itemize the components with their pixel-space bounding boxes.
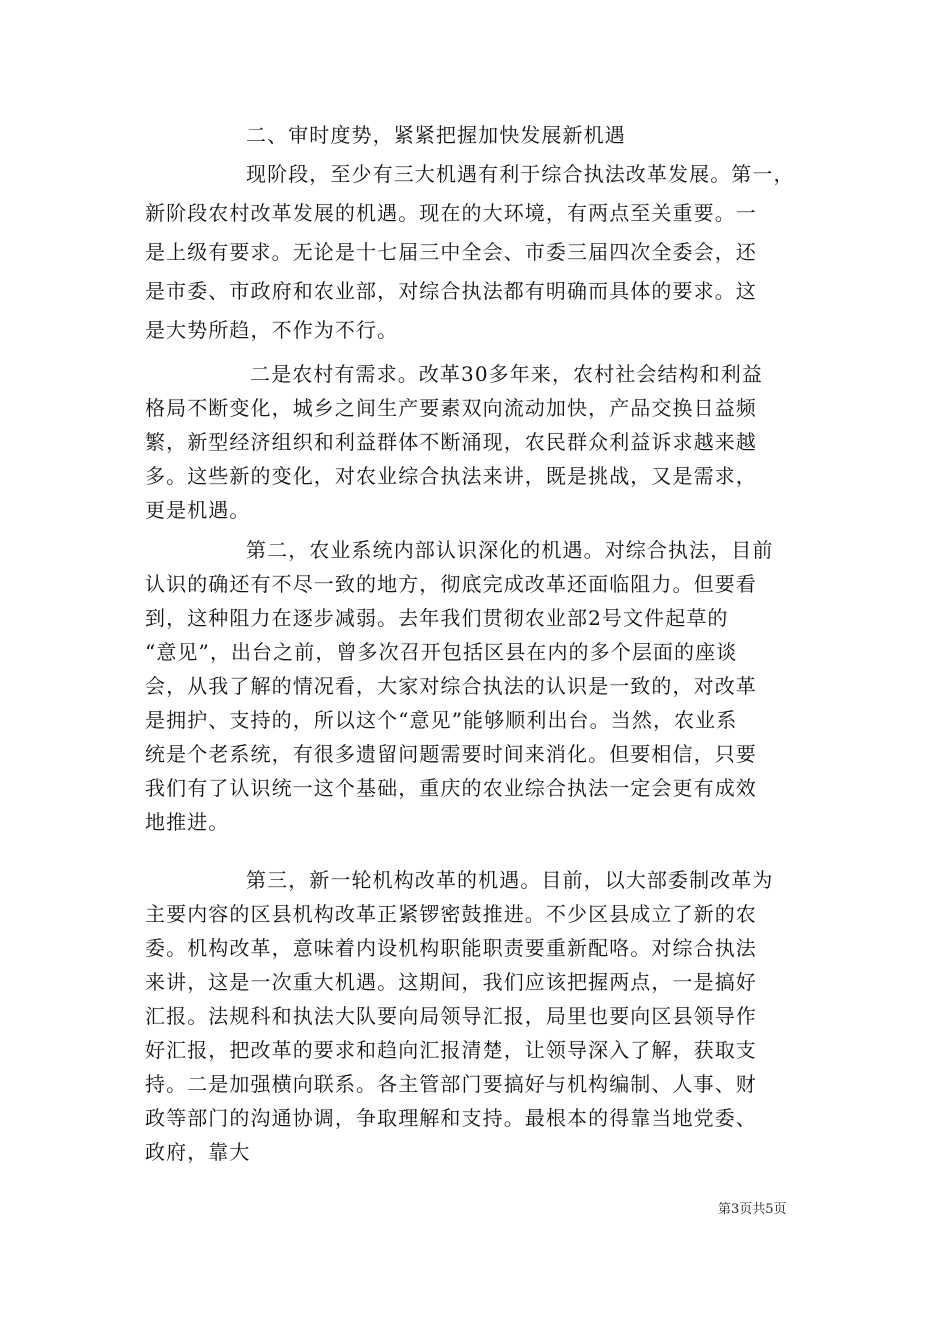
text-line: 更是机遇。	[145, 498, 251, 522]
text-line: 是大势所趋，不作为不行。	[145, 318, 399, 342]
text-line: 第三，新一轮机构改革的机遇。目前，以大部委制改革为	[246, 868, 774, 892]
text-line: 现阶段，至少有三大机遇有利于综合执法改革发展。第一，	[246, 162, 795, 186]
text-line: 格局不断变化，城乡之间生产要素双向流动加快，产品交换日益频	[145, 396, 757, 420]
text-line: 委。机构改革，意味着内设机构职能职责要重新配咯。对综合执法	[145, 936, 757, 960]
text-line: 主要内容的区县机构改革正紧锣密鼓推进。不少区县成立了新的农	[145, 902, 757, 926]
text-line: 汇报。法规科和执法大队要向局领导汇报，局里也要向区县领导作	[145, 1004, 757, 1028]
text-line: “意见”，出台之前，曾多次召开包括区县在内的多个层面的座谈	[145, 640, 738, 664]
text-line: 持。二是加强横向联系。各主管部门要搞好与机构编制、人事、财	[145, 1072, 757, 1096]
text-line: 是上级有要求。无论是十七届三中全会、市委三届四次全委会，还	[145, 240, 757, 264]
text-line: 好汇报，把改革的要求和趋向汇报清楚，让领导深入了解，获取支	[145, 1038, 757, 1062]
text-line: 繁，新型经济组织和利益群体不断涌现，农民群众利益诉求越来越	[145, 430, 757, 454]
text-line: 多。这些新的变化，对农业综合执法来讲，既是挑战，又是需求，	[145, 464, 757, 488]
text-line: 政府，靠大	[145, 1140, 251, 1164]
text-line: 会，从我了解的情况看，大家对综合执法的认识是一致的，对改革	[145, 674, 757, 698]
section-heading: 二、审时度势，紧紧把握加快发展新机遇	[246, 123, 626, 147]
text-line: 是市委、市政府和农业部，对综合执法都有明确而具体的要求。这	[145, 279, 757, 303]
text-line: 统是个老系统，有很多遗留问题需要时间来消化。但要相信，只要	[145, 742, 757, 766]
page-number: 第3页共5页	[718, 1202, 787, 1217]
text-line: 新阶段农村改革发展的机遇。现在的大环境，有两点至关重要。一	[145, 201, 757, 225]
text-line: 认识的确还有不尽一致的地方，彻底完成改革还面临阻力。但要看	[145, 572, 757, 596]
text-line: 地推进。	[145, 810, 230, 834]
text-line: 到，这种阻力在逐步减弱。去年我们贯彻农业部2号文件起草的	[145, 606, 729, 630]
text-line: 是拥护、支持的，所以这个“意见”能够顺利出台。当然，农业系	[145, 708, 738, 732]
text-line: 二是农村有需求。改革30多年来，农村社会结构和利益	[250, 362, 763, 386]
text-line: 来讲，这是一次重大机遇。这期间，我们应该把握两点，一是搞好	[145, 970, 757, 994]
text-line: 第二，农业系统内部认识深化的机遇。对综合执法，目前	[246, 538, 774, 562]
text-line: 政等部门的沟通协调，争取理解和支持。最根本的得靠当地党委、	[145, 1106, 757, 1130]
text-line: 我们有了认识统一这个基础，重庆的农业综合执法一定会更有成效	[145, 776, 757, 800]
